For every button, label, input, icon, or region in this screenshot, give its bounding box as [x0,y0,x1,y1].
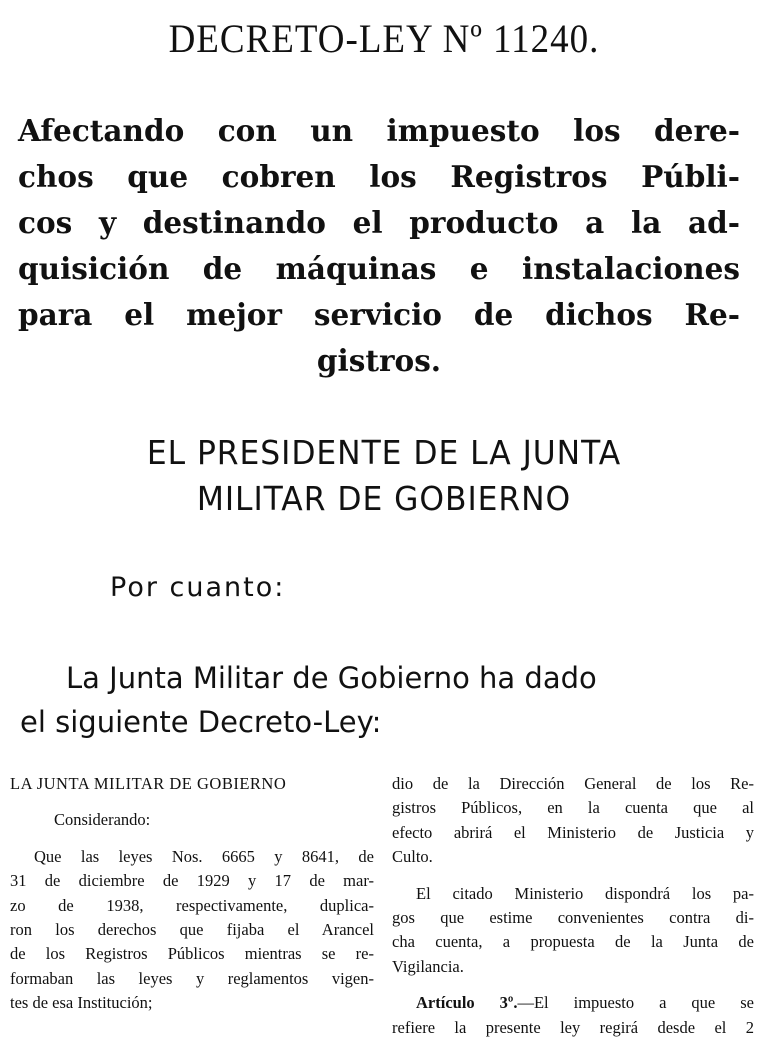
president-line: MILITAR DE GOBIERNO [196,479,572,518]
article-3-text: —El impuesto a que se [517,993,754,1013]
paragraph-line: dio de la Dirección General de los Re- [392,774,754,793]
summary-line: Afectando con un impuesto los dere- [18,113,740,148]
paragraph-line: gistros Públicos, en la cuenta que al [392,798,754,818]
summary-line: quisición de máquinas e instalaciones [18,251,740,286]
junta-line: La Junta Militar de Gobierno ha dado [66,661,597,695]
decree-title: DECRETO-LEY Nº 11240. [168,17,600,62]
article-3-label: Artículo 3º. [416,993,518,1013]
summary-line: chos que cobren los Registros Públi- [18,159,740,194]
considerando-label: Considerando: [54,810,151,830]
junta-statement [20,656,750,744]
article-3-paragraph [392,991,754,1040]
summary-line: cos y destinando el producto a la ad- [18,205,740,240]
right-paragraph-2 [392,882,754,980]
paragraph-line: Culto. [392,847,433,867]
left-column [10,772,374,1016]
paragraph-line: gos que estime convenientes contra di- [392,908,754,928]
paragraph-line: formaban las leyes y reglamentos vigen- [10,968,374,988]
summary-line: gistros. [316,343,442,378]
paragraph-line: El citado Ministerio dispondrá los pa- [416,883,754,903]
paragraph-line: refiere la presente ley regirá desde el 2 [392,1017,754,1037]
paragraph-line: efecto abrirá el Ministerio de Justicia y [392,822,754,842]
paragraph-line: ron los derechos que fijaba el Arancel [10,920,374,940]
president-heading [19,430,749,522]
summary-line: para el mejor servicio de dichos Re- [18,297,740,332]
por-cuanto-heading: Por cuanto: [110,572,286,603]
article-3-line [392,991,754,1015]
paragraph-line: 31 de diciembre de 1929 y 17 de mar- [10,871,374,891]
president-line: EL PRESIDENTE DE LA JUNTA [146,433,622,472]
right-column [392,772,754,1040]
considerando-paragraph [10,845,374,1016]
paragraph-line: de los Registros Públicos mientras se re- [10,944,374,964]
decree-summary [18,108,740,384]
junta-heading: LA JUNTA MILITAR DE GOBIERNO [10,774,287,793]
paragraph-line: cha cuenta, a propuesta de la Junta de [392,932,754,952]
junta-line: el siguiente Decreto-Ley: [20,705,382,739]
paragraph-line: Que las leyes Nos. 6665 y 8641, de [34,846,374,866]
paragraph-line: zo de 1938, respectivamente, duplica- [10,895,374,915]
right-paragraph-1 [392,772,754,870]
paragraph-line: Vigilancia. [392,956,464,976]
paragraph-line: tes de esa Institución; [10,993,153,1013]
